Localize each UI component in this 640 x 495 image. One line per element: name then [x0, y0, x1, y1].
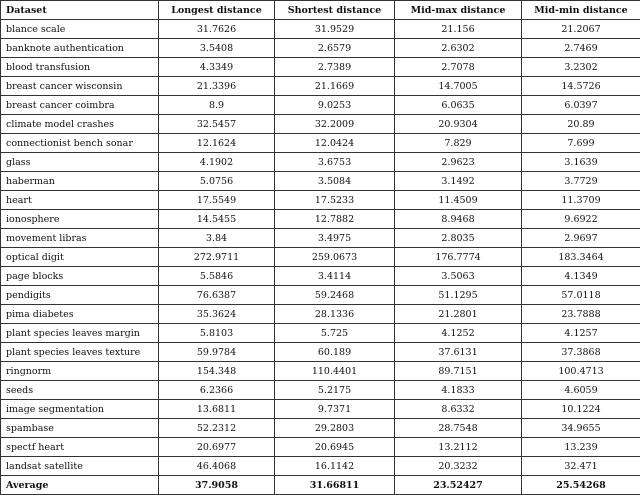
table-row [1, 305, 640, 324]
mid-max-cell: 3.1492 [395, 172, 522, 191]
longest-cell: 272.9711 [159, 248, 275, 267]
dataset-cell: page blocks [1, 267, 159, 286]
table-row [1, 58, 640, 77]
average-label: Average [1, 476, 159, 495]
shortest-cell: 5.2175 [275, 381, 395, 400]
mid-min-cell: 11.3709 [522, 191, 640, 210]
shortest-cell: 21.1669 [275, 77, 395, 96]
table-row [1, 381, 640, 400]
mid-max-cell: 51.1295 [395, 286, 522, 305]
table-row [1, 400, 640, 419]
shortest-cell: 2.6579 [275, 39, 395, 58]
longest-cell: 52.2312 [159, 419, 275, 438]
shortest-cell: 31.9529 [275, 20, 395, 39]
average-mid-min: 25.54268 [522, 476, 640, 495]
table-row [1, 438, 640, 457]
dataset-cell: banknote authentication [1, 39, 159, 58]
table-row [1, 20, 640, 39]
longest-cell: 4.1902 [159, 153, 275, 172]
dataset-cell: seeds [1, 381, 159, 400]
dataset-cell: breast cancer wisconsin [1, 77, 159, 96]
mid-max-cell: 2.7078 [395, 58, 522, 77]
shortest-cell: 3.4114 [275, 267, 395, 286]
dataset-cell: climate model crashes [1, 115, 159, 134]
average-longest: 37.9058 [159, 476, 275, 495]
dataset-cell: glass [1, 153, 159, 172]
mid-min-cell: 9.6922 [522, 210, 640, 229]
shortest-cell: 17.5233 [275, 191, 395, 210]
table-row [1, 267, 640, 286]
longest-cell: 31.7626 [159, 20, 275, 39]
dataset-cell: pima diabetes [1, 305, 159, 324]
mid-max-cell: 13.2112 [395, 438, 522, 457]
shortest-cell: 16.1142 [275, 457, 395, 476]
dataset-cell: plant species leaves texture [1, 343, 159, 362]
mid-max-cell: 7.829 [395, 134, 522, 153]
longest-cell: 13.6811 [159, 400, 275, 419]
header-mid-min-distance: Mid-min distance [522, 1, 640, 20]
longest-cell: 4.3349 [159, 58, 275, 77]
dataset-cell: spectf heart [1, 438, 159, 457]
longest-cell: 76.6387 [159, 286, 275, 305]
dataset-cell: connectionist bench sonar [1, 134, 159, 153]
mid-min-cell: 32.471 [522, 457, 640, 476]
dataset-cell: blood transfusion [1, 58, 159, 77]
table-row [1, 172, 640, 191]
mid-max-cell: 21.156 [395, 20, 522, 39]
mid-max-cell: 176.7774 [395, 248, 522, 267]
table-row [1, 457, 640, 476]
mid-min-cell: 14.5726 [522, 77, 640, 96]
header-mid-max-distance: Mid-max distance [395, 1, 522, 20]
longest-cell: 14.5455 [159, 210, 275, 229]
mid-max-cell: 14.7005 [395, 77, 522, 96]
table-row [1, 77, 640, 96]
dataset-cell: landsat satellite [1, 457, 159, 476]
header-longest-distance: Longest distance [159, 1, 275, 20]
dataset-cell: blance scale [1, 20, 159, 39]
longest-cell: 17.5549 [159, 191, 275, 210]
shortest-cell: 9.0253 [275, 96, 395, 115]
longest-cell: 59.9784 [159, 343, 275, 362]
longest-cell: 20.6977 [159, 438, 275, 457]
mid-max-cell: 6.0635 [395, 96, 522, 115]
table-body [1, 20, 640, 476]
dataset-cell: haberman [1, 172, 159, 191]
longest-cell: 35.3624 [159, 305, 275, 324]
dataset-cell: image segmentation [1, 400, 159, 419]
mid-max-cell: 21.2801 [395, 305, 522, 324]
mid-min-cell: 20.89 [522, 115, 640, 134]
mid-min-cell: 13.239 [522, 438, 640, 457]
mid-max-cell: 20.9304 [395, 115, 522, 134]
table-row [1, 248, 640, 267]
shortest-cell: 259.0673 [275, 248, 395, 267]
table-row [1, 419, 640, 438]
shortest-cell: 12.0424 [275, 134, 395, 153]
mid-min-cell: 100.4713 [522, 362, 640, 381]
header-shortest-distance: Shortest distance [275, 1, 395, 20]
shortest-cell: 9.7371 [275, 400, 395, 419]
table-row [1, 96, 640, 115]
shortest-cell: 60.189 [275, 343, 395, 362]
mid-min-cell: 7.699 [522, 134, 640, 153]
mid-max-cell: 2.8035 [395, 229, 522, 248]
mid-min-cell: 2.9697 [522, 229, 640, 248]
mid-max-cell: 8.9468 [395, 210, 522, 229]
shortest-cell: 12.7882 [275, 210, 395, 229]
mid-min-cell: 23.7888 [522, 305, 640, 324]
dataset-cell: spambase [1, 419, 159, 438]
mid-min-cell: 34.9655 [522, 419, 640, 438]
average-row [1, 476, 640, 495]
dataset-cell: ionosphere [1, 210, 159, 229]
mid-max-cell: 2.9623 [395, 153, 522, 172]
dataset-cell: movement libras [1, 229, 159, 248]
mid-max-cell: 37.6131 [395, 343, 522, 362]
mid-max-cell: 4.1252 [395, 324, 522, 343]
mid-min-cell: 10.1224 [522, 400, 640, 419]
dataset-cell: heart [1, 191, 159, 210]
table-row [1, 115, 640, 134]
mid-min-cell: 37.3868 [522, 343, 640, 362]
mid-min-cell: 2.7469 [522, 39, 640, 58]
mid-min-cell: 4.6059 [522, 381, 640, 400]
shortest-cell: 28.1336 [275, 305, 395, 324]
table-row [1, 362, 640, 381]
longest-cell: 32.5457 [159, 115, 275, 134]
mid-max-cell: 3.5063 [395, 267, 522, 286]
shortest-cell: 29.2803 [275, 419, 395, 438]
mid-min-cell: 3.2302 [522, 58, 640, 77]
shortest-cell: 110.4401 [275, 362, 395, 381]
longest-cell: 46.4068 [159, 457, 275, 476]
table-row [1, 191, 640, 210]
mid-max-cell: 8.6332 [395, 400, 522, 419]
shortest-cell: 2.7389 [275, 58, 395, 77]
shortest-cell: 3.6753 [275, 153, 395, 172]
shortest-cell: 3.5084 [275, 172, 395, 191]
mid-max-cell: 11.4509 [395, 191, 522, 210]
average-mid-max: 23.52427 [395, 476, 522, 495]
dataset-cell: ringnorm [1, 362, 159, 381]
header-dataset: Dataset [1, 1, 159, 20]
mid-min-cell: 3.1639 [522, 153, 640, 172]
table-row [1, 39, 640, 58]
shortest-cell: 59.2468 [275, 286, 395, 305]
table-row [1, 153, 640, 172]
table-row [1, 134, 640, 153]
mid-min-cell: 21.2067 [522, 20, 640, 39]
shortest-cell: 3.4975 [275, 229, 395, 248]
longest-cell: 3.84 [159, 229, 275, 248]
dataset-cell: pendigits [1, 286, 159, 305]
shortest-cell: 5.725 [275, 324, 395, 343]
shortest-cell: 32.2009 [275, 115, 395, 134]
table-row [1, 324, 640, 343]
mid-max-cell: 28.7548 [395, 419, 522, 438]
longest-cell: 5.0756 [159, 172, 275, 191]
longest-cell: 3.5408 [159, 39, 275, 58]
dataset-cell: optical digit [1, 248, 159, 267]
longest-cell: 5.8103 [159, 324, 275, 343]
table-row [1, 210, 640, 229]
mid-max-cell: 4.1833 [395, 381, 522, 400]
mid-max-cell: 89.7151 [395, 362, 522, 381]
table-row [1, 229, 640, 248]
mid-min-cell: 3.7729 [522, 172, 640, 191]
longest-cell: 5.5846 [159, 267, 275, 286]
longest-cell: 12.1624 [159, 134, 275, 153]
shortest-cell: 20.6945 [275, 438, 395, 457]
mid-min-cell: 183.3464 [522, 248, 640, 267]
mid-max-cell: 2.6302 [395, 39, 522, 58]
mid-min-cell: 57.0118 [522, 286, 640, 305]
longest-cell: 6.2366 [159, 381, 275, 400]
longest-cell: 8.9 [159, 96, 275, 115]
longest-cell: 21.3396 [159, 77, 275, 96]
table-row [1, 286, 640, 305]
dataset-cell: breast cancer coimbra [1, 96, 159, 115]
average-shortest: 31.66811 [275, 476, 395, 495]
mid-min-cell: 4.1349 [522, 267, 640, 286]
mid-min-cell: 4.1257 [522, 324, 640, 343]
mid-max-cell: 20.3232 [395, 457, 522, 476]
header-row [1, 1, 640, 20]
longest-cell: 154.348 [159, 362, 275, 381]
mid-min-cell: 6.0397 [522, 96, 640, 115]
table-row [1, 343, 640, 362]
dataset-cell: plant species leaves margin [1, 324, 159, 343]
